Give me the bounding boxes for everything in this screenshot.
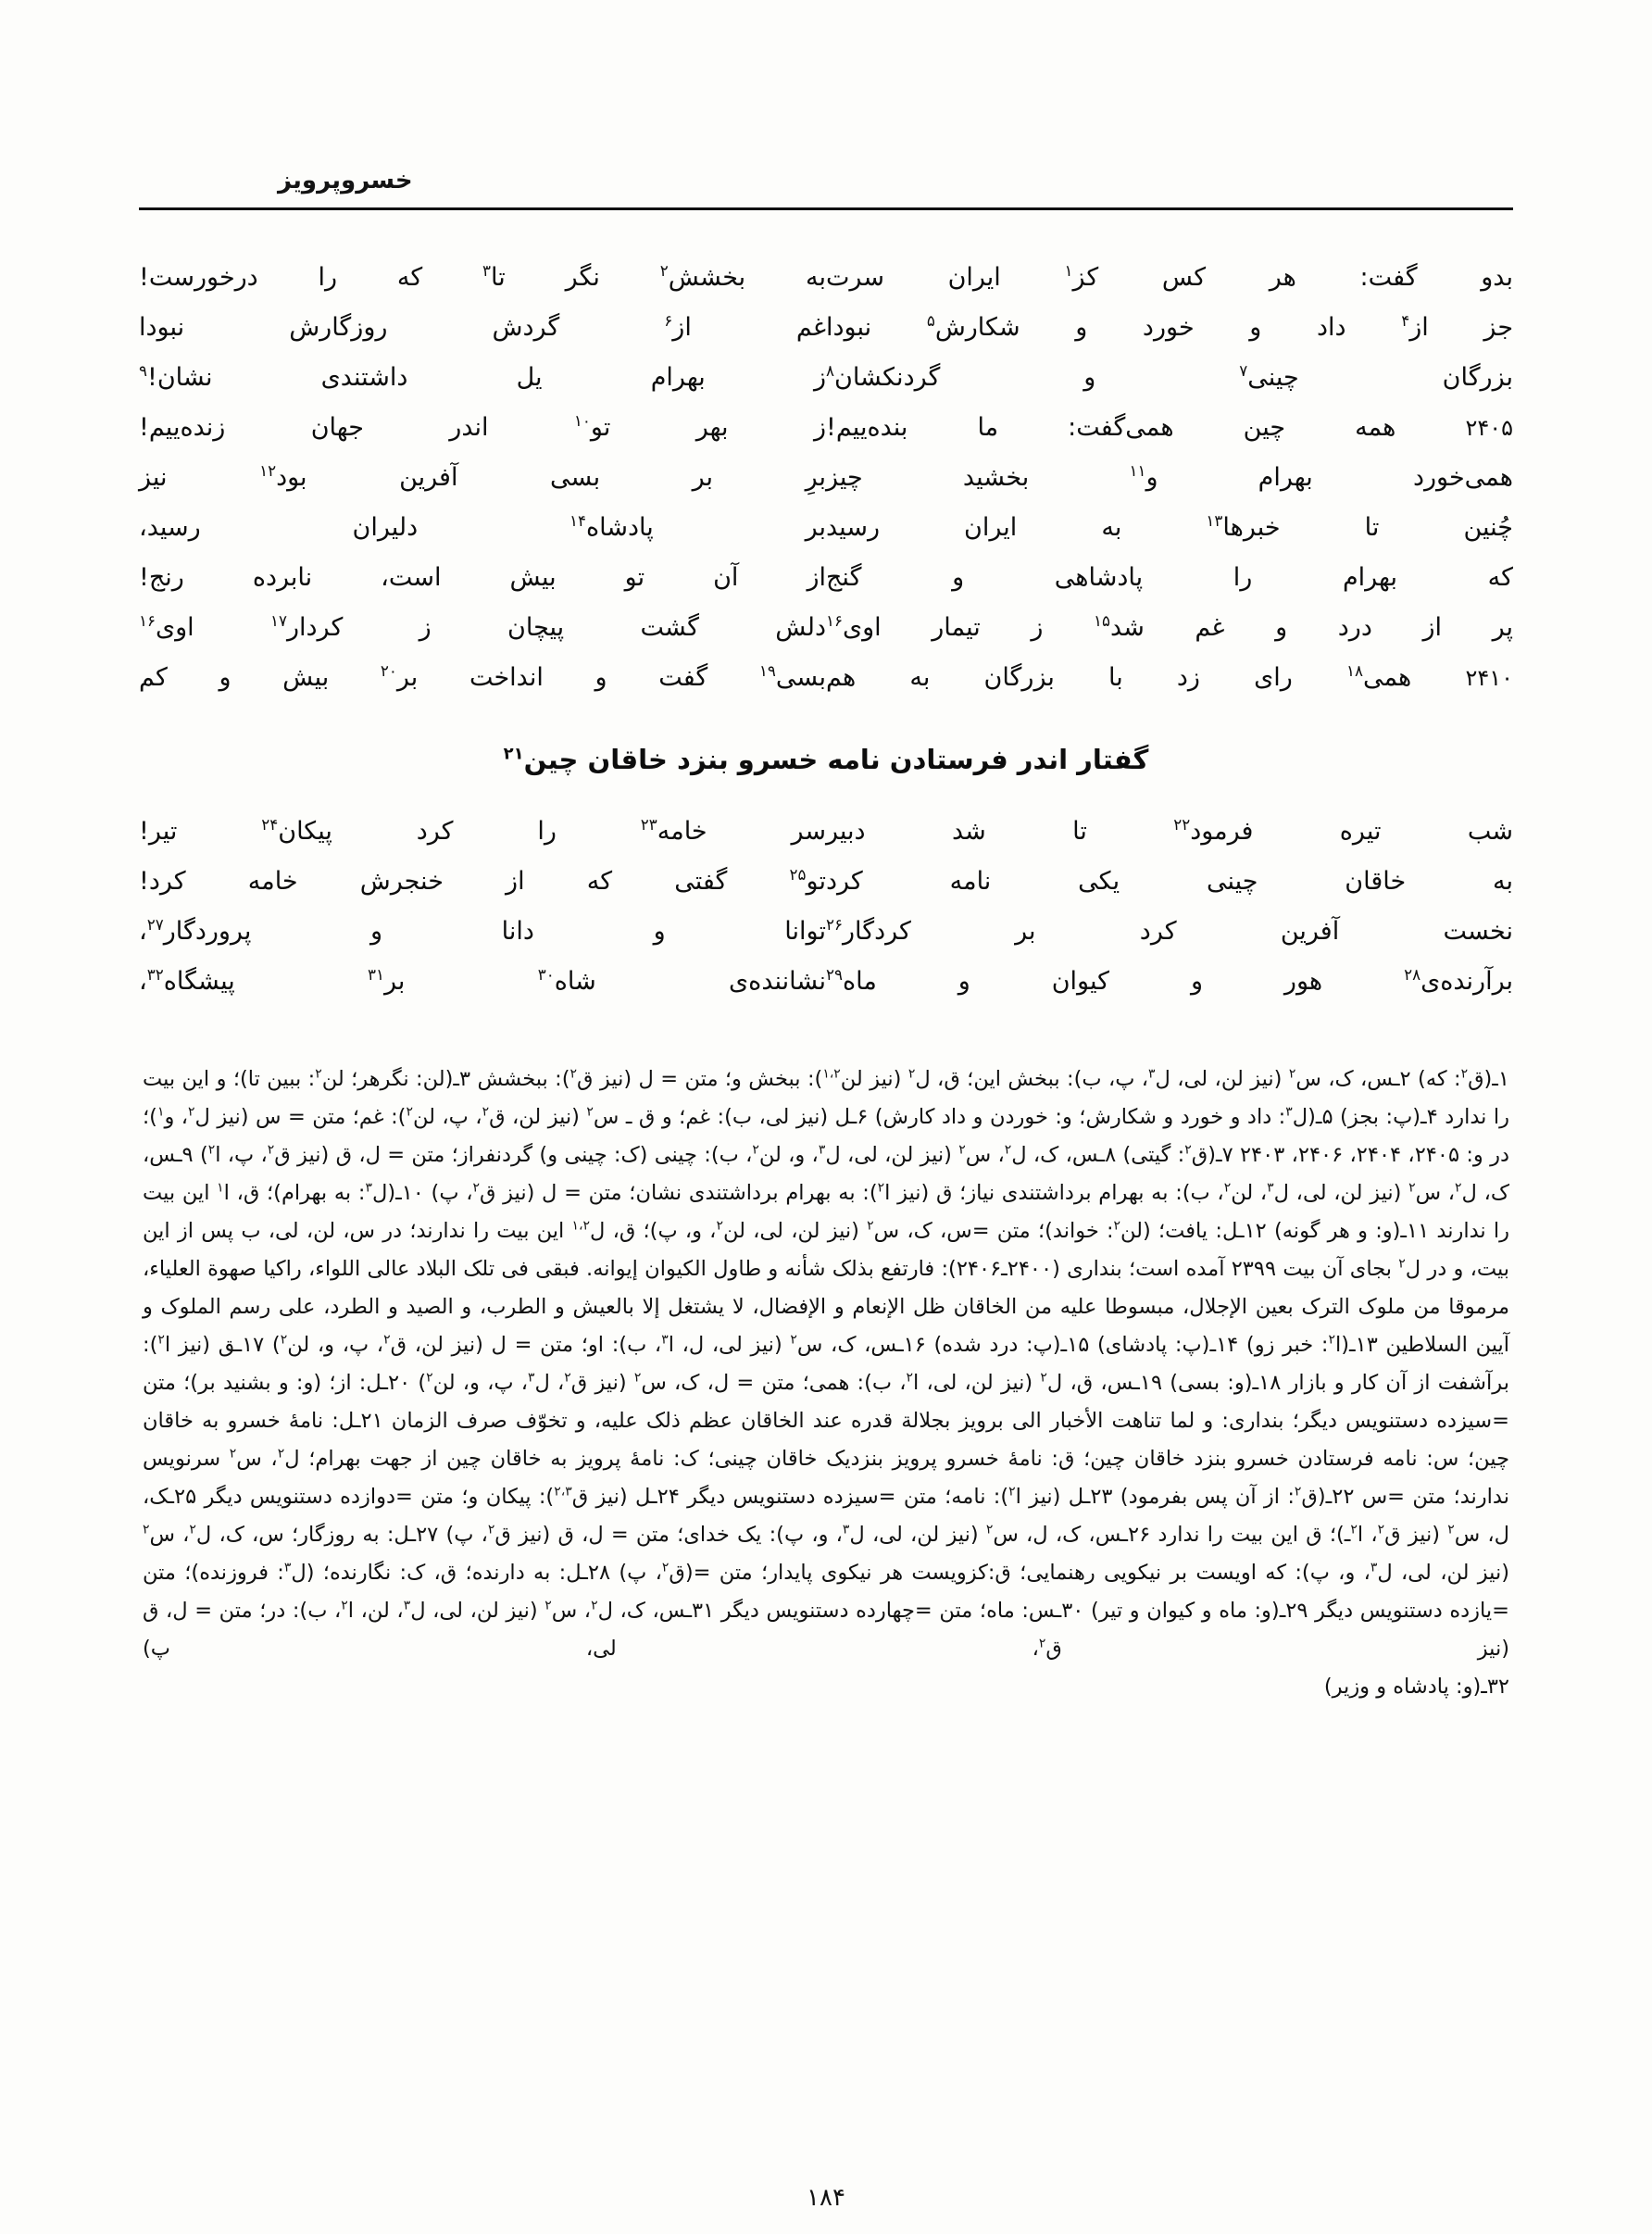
verse-column-left [139, 253, 826, 703]
verse-block-top [139, 253, 1513, 703]
verse-line: به خاقان چینی یکی نامه کرد [826, 867, 1513, 896]
verse-line: ۲۴۰۵ همه چین همی‌گفت: ما بنده‌ییم! [826, 413, 1513, 442]
verse-line: ز بهرام یل داشتندی نشان!$^۹$ [139, 361, 826, 392]
verse-line: که بهرام را پادشاهی و گنج [826, 563, 1513, 592]
verse-line: بدو گفت: هر کس کز$^۱$ ایران سرت [826, 261, 1513, 292]
verse-line: چُنین تا خبرها$^{۱۳}$ به ایران رسید [826, 511, 1513, 542]
verse-line: جز از$^۴$ داد و خورد و شکارش$^۵$ نبودا [826, 311, 1514, 342]
verse-column-right [826, 807, 1513, 1007]
apparatus-paragraph: ۳۲ـ(و: پادشاه و وزیر) [1323, 1675, 1509, 1699]
verse-line: همی‌خورد بهرام و$^{۱۱}$ بخشید چیز [826, 461, 1513, 492]
verse-line: ز بهر تو$^{۱۰}$ اندر جهان زنده‌ییم! [139, 411, 826, 442]
header-rule [139, 207, 1513, 210]
verse-block-bottom [139, 807, 1513, 1007]
section-heading: گفتار اندر فرستادن نامه خسرو بنزد خاقان چین$^{۲۱}$ [503, 744, 1149, 775]
verse-line: غم از$^۶$ گردش روزگارش نبودا [139, 311, 827, 342]
folio-number: ۱۸۴ [807, 2184, 845, 2212]
verse-line: سر خامه$^{۲۳}$ را کرد پیکان$^{۲۴}$ تیر! [139, 815, 826, 846]
apparatus-paragraph: ۱ـ(ق$^۲$: که) ۲ـس، ک، س$^۲$ (نیز لن، لی، ل$^۳$، پ، ب): ببخش این؛ ق، ل$^۲$ (نیز لن$^{۱،۲}$): ببخش و؛ متن = ل (نیز ق$^۲$): ببخشش ۳ـ(لن: نگرهر؛ لن$^۲$: ببین تا)؛ و این بیت را ندارد ۴ـ(پ: بجز) ۵ـ(ل$^۳$: داد و خورد و شکارش؛ و: خوردن و داد کارش) ۶ـل (نیز لی، ب): غم؛ و ق ـ س$^۲$ (نیز لن، ق$^۲$، پ، لن$^۲$): غم؛ متن = س (نیز ل$^۲$، و$^۱$)؛ در و: ۲۴۰۵، ۲۴۰۴، ۲۴۰۶، ۲۴۰۳ ۷ـ(ق$^۲$: گیتی) ۸ـس، ک، ل$^۲$، س$^۲$ (نیز لن، لی، ل$^۳$، و، لن$^۲$، ب): چینی (ک: چینی و) گردنفراز؛ متن = ل، ق (نیز ق$^۲$، پ، ا$^۲$) ۹ـس، ک، ل$^۲$، س$^۲$ (نیز لن، لی، ل$^۳$، لن$^۲$، ب): به بهرام برداشتندی نیاز؛ ق (نیز ا$^۲$): به بهرام برداشتندی نشان؛ متن = ل (نیز ق$^۲$، پ) ۱۰ـ(ل$^۳$: به بهرام)؛ ق، ا$^۱$ این بیت را ندارند ۱۱ـ(و: و هر گونه) ۱۲ـل: یافت؛ (لن$^۲$: خواند)؛ متن =س، ک، س$^۲$ (نیز لن، لی، لن$^۲$، و، پ)؛ ق، ل$^{۱،۲}$ این بیت را ندارند؛ در س، لن، لی، ب پس از این بیت، و در ل$^۲$ بجای آن بیت ۲۳۹۹ آمده است؛ بنداری (۲۴۰۰ـ۲۴۰۶): فارتفع بذلک شأنه و طاول الکیوان إیوانه. فبقی فی تلک البلاد عالی اللواء، راکیا صهوة العلیاء، مرموقا من ملوک الترک بعین الإجلال، مبسوطا علیه من الخاقان ظل الإنعام و الإفضال، لا یشتغل إلا بالعیش و الطرب، و الصید و الطرد، علی رسم الملوک و آیین السلاطین ۱۳ـ(ا$^۲$: خبر زو) ۱۴ـ(پ: پادشای) ۱۵ـ(پ: درد شده) ۱۶ـس، ک، س$^۲$ (نیز لی، ل، ا$^۳$، ب): او؛ متن = ل (نیز لن، ق$^۲$، پ، و، لن$^۲$) ۱۷ـق (نیز ا$^۲$): برآشفت از آن کار و بازار ۱۸ـ(و: بسی) ۱۹ـس، ق، ل$^۲$ (نیز لن، لی، ا$^۲$، ب): همی؛ متن = ل، ک، س$^۲$ (نیز ق$^۲$، ل$^۳$، پ، و، لن$^۲$) ۲۰ـل: از؛ (و: و بشنید بر)؛ متن =سیزده دستنویس دیگر؛ بنداری: و لما تناهت الأخبار الی برویز بجلالة قدره عند الخاقان عظم ذلک علیه، و تخوّف صرف الزمان ۲۱ـل: نامهٔ خسرو به خاقان چین؛ س: نامه فرستادن خسرو بنزد خاقان چین؛ ق: نامهٔ خسرو پرویز بنزدیک خاقان چینی؛ ک: نامهٔ پرویز به خاقان چین از جهت بهرام؛ ل$^۲$، س$^۲$ سرنویس ندارند؛ متن =س ۲۲ـ(ق$^۲$: از آن پس بفرمود) ۲۳ـل (نیز ا$^۲$): نامه؛ متن =سیزده دستنویس دیگر ۲۴ـل (نیز ق$^{۲،۳}$): پیکان و؛ متن =دوازده دستنویس دیگر ۲۵ـک، ل، س$^۲$ (نیز ق$^۲$، ا$^۲$ـ)؛ ق این بیت را ندارد ۲۶ـس، ک، ل، س$^۲$ (نیز لن، لی، ل$^۳$، و، پ): یک خدای؛ متن = ل، ق (نیز ق$^۲$، پ) ۲۷ـل: به روزگار؛ س، ک، ل$^۲$، س$^۲$ (نیز لن، لی، ل$^۳$، و، پ): که اویست بر نیکویی رهنمایی؛ ق:کزویست هر نیکوی پایدار؛ متن =(ق$^۲$، پ) ۲۸ـل: به دارنده؛ ق، ک: نگارنده؛ (ل$^۳$: فروزنده)؛ متن =یازده دستنویس دیگر ۲۹ـ(و: ماه و کیوان و تیر) ۳۰ـس: ماه؛ متن =چهارده دستنویس دیگر ۳۱ـس، ک، ل$^۲$، س$^۲$ (نیز لن، لی، ل$^۳$، لن، ا$^۲$، ب): در؛ متن = ل، ق (نیز ق$^۲$، لی، پ) [143, 1066, 1510, 1661]
verse-line: نشاننده‌ی شاه$^{۳۰}$ بر$^{۳۱}$ پیشگاه$^{۳۲}$، [139, 965, 826, 996]
page-content [139, 167, 1513, 2178]
verse-line: نخست آفرین کرد بر کردگار$^{۲۶}$ [826, 915, 1513, 946]
verse-column-right [826, 253, 1513, 703]
verse-line: به بخشش$^۲$ نگر تا$^۳$ که را درخورست! [139, 261, 826, 292]
verse-line: برآرنده‌ی$^{۲۸}$ هور و کیوان و ماه$^{۲۹}$ [826, 965, 1513, 996]
verse-line: از آن تو بیش است، نابرده رنج! [139, 563, 826, 592]
verse-line: بر پادشاه$^{۱۴}$ دلیران رسید، [139, 511, 826, 542]
verse-line: دلش گشت پیچان ز کردار$^{۱۷}$ اوی$^{۱۶}$ [139, 611, 826, 642]
verse-line: پر از درد و غم شد$^{۱۵}$ ز تیمار اوی$^{۱۶}$ [826, 611, 1514, 642]
verse-line: بزرگان چینی$^۷$ و گردنکشان$^۸$ [826, 361, 1514, 392]
verse-column-left [139, 807, 826, 1007]
verse-line: توانا و دانا و پروردگار$^{۲۷}$، [139, 915, 826, 946]
critical-apparatus [139, 1061, 1513, 1706]
verse-line: تو$^{۲۵}$ گفتی که از خنجرش خامه کرد! [139, 865, 826, 896]
verse-line: ۲۴۱۰ همی$^{۱۸}$ رای زد با بزرگان به هم [826, 661, 1514, 692]
verse-line: برِ بر بسی آفرین بود$^{۱۲}$ نیز [139, 461, 826, 492]
verse-line: شب تیره فرمود$^{۲۲}$ تا شد دبیر [826, 815, 1513, 846]
verse-line: بسی$^{۱۹}$ گفت و انداخت بر$^{۲۰}$ بیش و کم [139, 661, 826, 692]
running-head: خسروپرویز [278, 167, 413, 195]
